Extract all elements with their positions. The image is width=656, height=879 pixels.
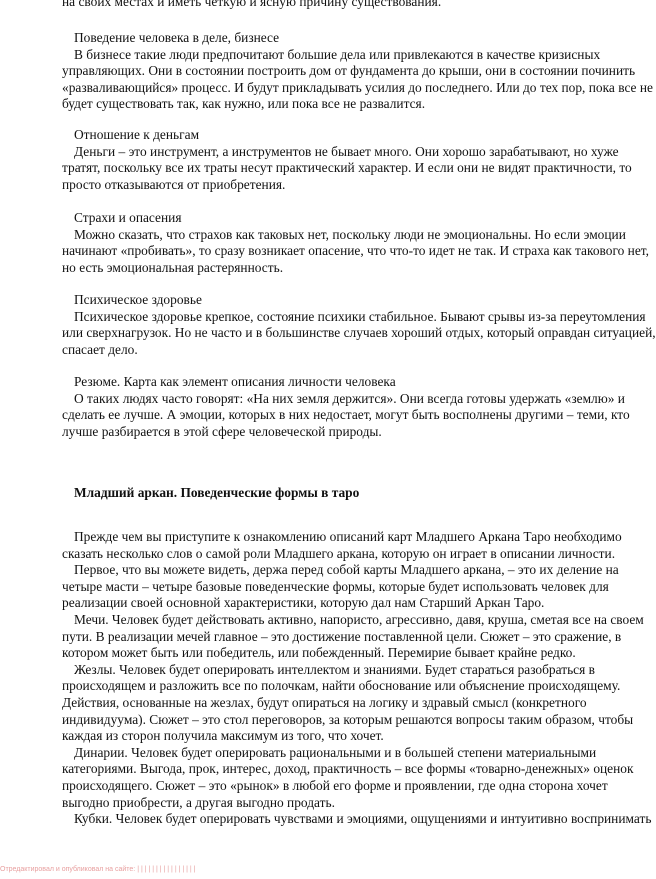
text-line: сделать ее лучше. А эмоции, которых в них недостает, могут быть восполнены другими – теми, кто — [62, 407, 630, 423]
footer-text: Отредактировал и опубликовал на сайте: — [0, 866, 138, 873]
text-line: спасает дело. — [62, 341, 138, 357]
text-line: реализации своей основной характеристики, которую дал нам Старший Аркан Таро. — [62, 595, 545, 611]
text-line: Можно сказать, что страхов как таковых нет, поскольку люди не эмоциональны. Но если эмоции — [74, 226, 626, 242]
text-line: просто отказываются от приобретения. — [62, 176, 286, 192]
text-line: тратят, поскольку все их траты несут практический характер. И если они не видят практичности, то — [62, 160, 632, 176]
text-line: лучше разбирается в этой сфере человеческой природы. — [62, 423, 382, 439]
section-fears — [62, 210, 649, 276]
text-line: на своих местах и иметь четкую и ясную причину существования. — [62, 0, 442, 9]
section-summary — [62, 374, 630, 440]
text-line: Жезлы. Человек будет оперировать интеллектом и знаниями. Будет стараться разобраться в — [74, 661, 595, 677]
text-line: но есть эмоциональная растерянность. — [62, 259, 284, 275]
text-line: Прежде чем вы приступите к ознакомлению описаний карт Младшего Аркана Таро необходимо — [74, 529, 622, 544]
section-money — [62, 127, 632, 193]
text-line: будет существовать так, как нужно, или пока все не развалится. — [62, 96, 426, 112]
footer-watermark — [0, 866, 195, 873]
chapter-heading-block — [62, 485, 590, 502]
text-line: В бизнесе такие люди предпочитают большие дела или привлекаются в качестве кризисных — [74, 46, 601, 62]
section-title: Поведение человека в деле, бизнесе — [74, 30, 280, 45]
section-title: Отношение к деньгам — [74, 127, 200, 142]
text-line: начинают «пробивать», то сразу возникает опасение, что что-то идет не так. И страха как такового нет, — [62, 243, 649, 259]
text-line: сказать несколько слов о самой роли Младшего аркана, которую он играет в описании личности. — [62, 545, 616, 561]
section-business — [62, 30, 653, 113]
text-line: четыре масти – четыре базовые поведенческие формы, которые будет использовать человек для — [62, 578, 609, 594]
text-line: Деньги – это инструмент, а инструментов не бывает много. Они хорошо зарабатывают, но хуже — [74, 143, 619, 159]
text-line: категориями. Выгода, прок, интерес, доход, практичность – все формы «товарно-денежных» оценок — [62, 761, 634, 777]
text-line: Мечи. Человек будет действовать активно, напористо, агрессивно, давя, круша, сметая все на своем — [74, 611, 644, 627]
text-line: О таких людях часто говорят: «На них земля держится». Они всегда готовы удержать «землю» и — [74, 390, 625, 406]
text-line: управляющих. Они в состоянии построить дом от фундамента до крыши, они в состоянии починить — [62, 63, 636, 79]
footer-marks: | | | | | | | | | | | | | | | | — [137, 866, 196, 873]
text-line: или сверхнагрузок. Но не часто и в большинстве случаев хороший отдых, который оправдан ситуацией, — [62, 325, 656, 341]
chapter-body — [62, 529, 652, 828]
text-line: Первое, что вы можете видеть, держа перед собой карты Младшего аркана, – это их деление на — [74, 562, 619, 578]
text-line: пути. В реализации мечей главное – это достижение поставленной цели. Сюжет – это сражение, в — [62, 628, 622, 644]
text-line: Психическое здоровье крепкое, состояние психики стабильное. Бывают срывы из-за переутомления — [74, 308, 646, 324]
text-line: Кубки. Человек будет оперировать чувствами и эмоциями, ощущениями и интуитивно воспринимать — [74, 811, 652, 827]
text-line: Действия, основанные на жезлах, будут опираться на логику и здравый смысл (конкретного — [62, 694, 587, 710]
text-line: каждая из сторон получила максимум из того, что хочет. — [62, 728, 384, 744]
text-line: Динарии. Человек будет оперировать рациональными и в большей степени материальными — [74, 744, 597, 760]
section-mental-health — [62, 292, 656, 358]
section-title: Резюме. Карта как элемент описания личности человека — [74, 374, 396, 389]
chapter-heading: Младший аркан. Поведенческие формы в таро — [74, 485, 360, 500]
text-line: выгодно приобрести, а другая выгодно продать. — [62, 794, 335, 810]
section-title: Психическое здоровье — [74, 292, 202, 307]
text-line: индивидуума). Сюжет – это стол переговоров, за которым решаются вопросы таким образом, чтобы — [62, 711, 634, 727]
text-line: котором может быть или победитель, или побежденный. Перемирие бывает крайне редко. — [62, 645, 576, 661]
section-title: Страхи и опасения — [74, 210, 182, 225]
text-line: происходящем и разложить все по полочкам, найти обоснование или объяснение происходящему. — [62, 678, 621, 694]
text-line: происходящего. Сюжет – это «рынок» в любой его форме и проявлении, где одна сторона хочет — [62, 777, 608, 793]
text-line: «разваливающийся» процесс. И будут прикладывать усилия до последнего. Или до тех пор, пока все не — [62, 79, 653, 95]
top-fragment — [62, 0, 590, 11]
